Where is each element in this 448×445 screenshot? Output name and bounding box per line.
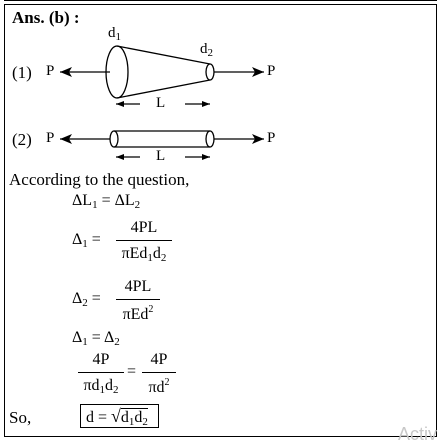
d2-label: $d_2$ (200, 41, 213, 59)
case1-label: (1) (12, 63, 32, 82)
eq5-right-denominator: $\pi d^2$ (148, 377, 170, 396)
case2-p-right: P (267, 130, 276, 146)
case1-length-label: L (156, 95, 166, 111)
eq5-right-numerator: 4P (150, 351, 168, 368)
eq5-left-fraction-bar (78, 372, 124, 373)
eq2-fraction-bar (116, 240, 172, 241)
case1-p-right: P (267, 63, 276, 79)
equation-delta-l: $\Delta L_1 = \Delta L_2$ (72, 192, 141, 211)
case2-length-dim-left-head (116, 154, 124, 160)
eq2-numerator: 4PL (130, 219, 158, 236)
eq3-fraction-bar (116, 299, 160, 300)
eq5-right-fraction-bar (142, 372, 176, 373)
final-result-box: $d = √d_1d_2$ (80, 404, 159, 428)
d1-label: $d_1$ (108, 25, 121, 43)
taper-top-edge (117, 46, 210, 64)
eq5-left-numerator: 4P (92, 351, 110, 368)
case1-p-left: P (46, 63, 55, 79)
eq2-lhs: $\Delta_1$ = (72, 231, 101, 250)
watermark-text: Activ (398, 424, 438, 444)
so-label: So, (9, 408, 32, 427)
eq3-lhs: $\Delta_2$ = (72, 290, 101, 309)
intro-text: According to the question, (9, 170, 190, 189)
case2-p-left: P (46, 130, 55, 146)
length-dim-right-head (202, 101, 210, 107)
case2-right-face (206, 131, 214, 147)
small-end-face (206, 64, 214, 80)
tapered-rod-diagram (0, 0, 448, 160)
case2-length-label: L (156, 148, 166, 164)
case2-length-dim-right-head (202, 154, 210, 160)
case2-left-face (110, 131, 118, 147)
eq3-numerator: 4PL (124, 278, 152, 295)
eq3-denominator: πEd$^2$ (122, 304, 154, 323)
case2-label: (2) (12, 130, 32, 149)
eq5-left-denominator: $\pi d_1d_2$ (83, 377, 119, 396)
eq5-equals: = (127, 363, 137, 380)
answer-heading: Ans. (b) : (12, 8, 80, 27)
equation-delta-equal: $\Delta_1 = \Delta_2$ (72, 329, 120, 348)
eq2-denominator: $\pi Ed_1d_2$ (121, 245, 167, 264)
length-dim-left-head (116, 101, 124, 107)
